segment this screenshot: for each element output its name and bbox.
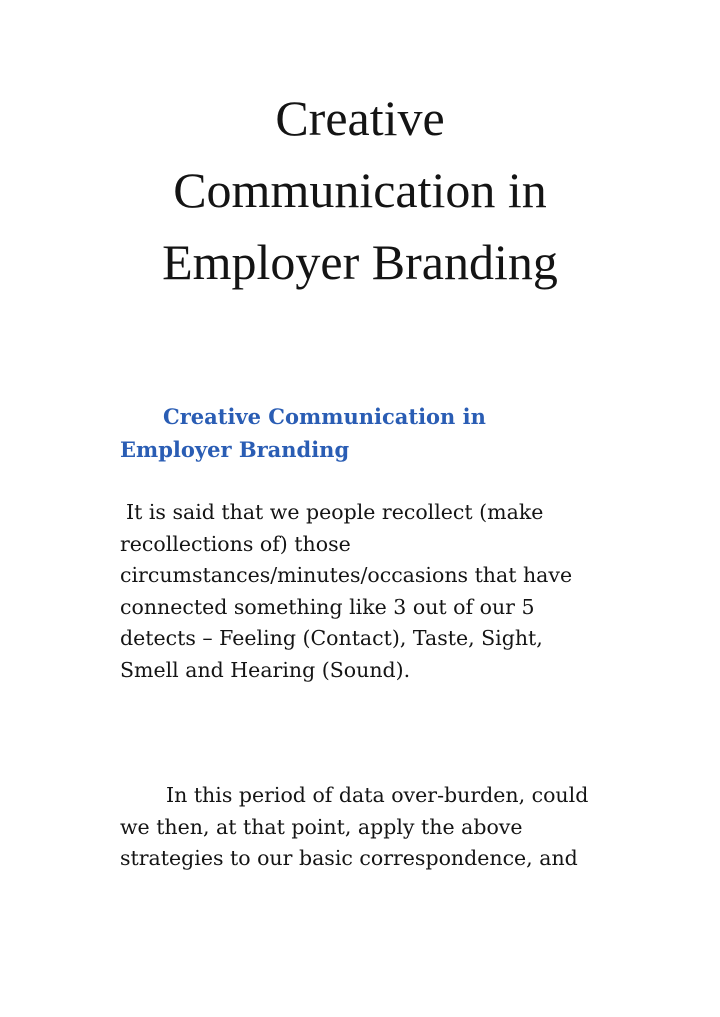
paragraph-intro: [120, 497, 620, 686]
heading-line: Creative Communication in: [163, 404, 486, 429]
paragraph-line: In this period of data over-burden, could: [166, 783, 589, 807]
paragraph-line: detects – Feeling (Contact), Taste, Sight,: [120, 626, 543, 650]
paragraph-line: Smell and Hearing (Sound).: [120, 657, 411, 682]
heading-line: Employer Branding: [120, 437, 350, 462]
title-line: Communication in: [173, 162, 547, 218]
paragraph-line: It is said that we people recollect (make: [126, 500, 544, 524]
paragraph-line: strategies to our basic correspondence, and: [120, 846, 578, 870]
paragraph-line: we then, at that point, apply the above: [120, 814, 523, 839]
document-title: [0, 82, 720, 298]
section-heading: [120, 400, 600, 466]
title-line: Employer Branding: [162, 234, 558, 290]
title-line: Creative: [275, 90, 445, 146]
paragraph-line: recollections of) those: [120, 531, 351, 556]
paragraph-line: connected something like 3 out of our 5: [120, 594, 535, 619]
paragraph-second: [120, 780, 620, 875]
paragraph-line: circumstances/minutes/occasions that have: [120, 563, 573, 587]
